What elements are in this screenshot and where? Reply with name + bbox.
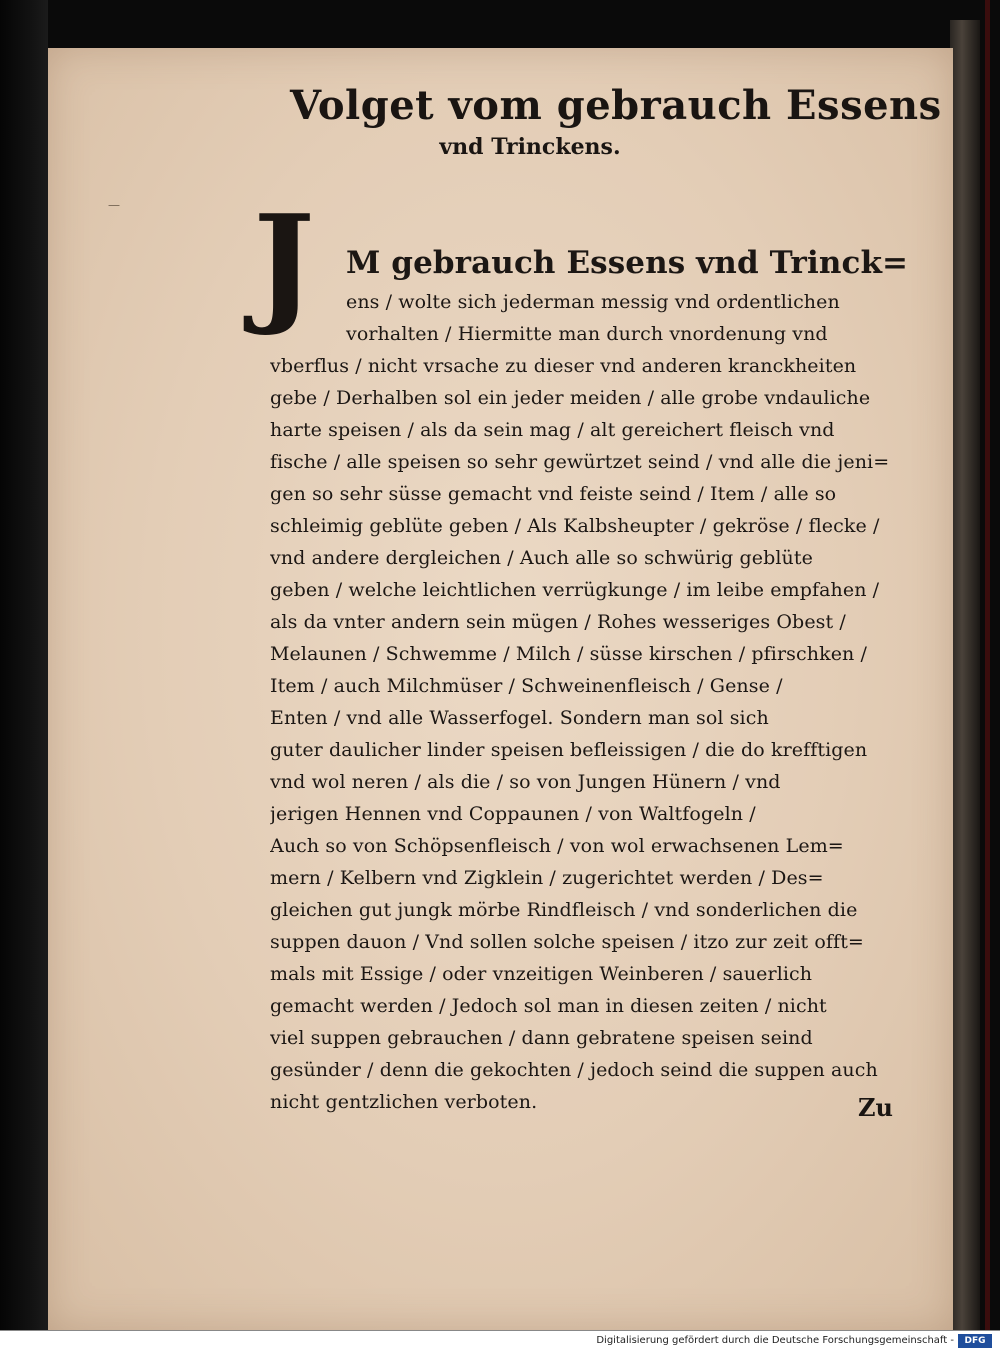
text-line: jerigen Hennen vnd Coppaunen / von Waltfogeln /	[270, 803, 756, 825]
footer-bar	[0, 1330, 1000, 1351]
text-line: Item / auch Milchmüser / Schweinenfleisch / Gense /	[270, 675, 783, 697]
dfg-logo[interactable]: DFG	[958, 1334, 992, 1348]
drop-capital: J	[253, 186, 315, 339]
heading-title: Volget vom gebrauch Essens	[290, 82, 942, 129]
text-line: mern / Kelbern vnd Zigklein / zugerichtet werden / Des=	[270, 867, 824, 889]
text-line: gleichen gut jungk mörbe Rindfleisch / vnd sonderlichen die	[270, 899, 858, 921]
text-line: Enten / vnd alle Wasserfogel. Sondern man sol sich	[270, 707, 769, 729]
book-spine	[950, 20, 980, 1330]
scan-left-edge	[0, 0, 48, 1330]
text-line: nicht gentzlichen verboten.	[270, 1091, 538, 1113]
text-line: schleimig geblüte geben / Als Kalbsheupter / gekröse / flecke /	[270, 515, 880, 537]
text-line: ens / wolte sich jederman messig vnd ordentlichen	[346, 291, 840, 313]
text-line: vorhalten / Hiermitte man durch vnordenung vnd	[346, 323, 828, 345]
text-line: guter daulicher linder speisen befleissigen / die do krefftigen	[270, 739, 868, 761]
text-line: harte speisen / als da sein mag / alt gereichert fleisch vnd	[270, 419, 835, 441]
footer-credit: Digitalisierung gefördert durch die Deutsche Forschungsgemeinschaft -	[596, 1335, 954, 1346]
text-line: mals mit Essige / oder vnzeitigen Weinberen / sauerlich	[270, 963, 813, 985]
text-line: suppen dauon / Vnd sollen solche speisen / itzo zur zeit offt=	[270, 931, 864, 953]
body-text	[270, 240, 910, 1118]
text-line: vnd andere dergleichen / Auch alle so schwürig geblüte	[270, 547, 813, 569]
text-line: geben / welche leichtlichen verrügkunge / im leibe empfahen /	[270, 579, 880, 601]
text-line: als da vnter andern sein mügen / Rohes wesseriges Obest /	[270, 611, 846, 633]
spine-edge	[985, 0, 990, 1330]
text-line: Melaunen / Schwemme / Milch / süsse kirschen / pfirschken /	[270, 643, 868, 665]
text-line: vnd wol neren / als die / so von Jungen Hünern / vnd	[270, 771, 781, 793]
text-line: gemacht werden / Jedoch sol man in diesen zeiten / nicht	[270, 995, 827, 1017]
text-line: Auch so von Schöpsenfleisch / von wol erwachsenen Lem=	[270, 835, 844, 857]
text-line: M gebrauch Essens vnd Trinck=	[346, 245, 909, 281]
page-heading	[290, 80, 942, 162]
text-line: gesünder / denn die gekochten / jedoch seind die suppen auch	[270, 1059, 878, 1081]
catchword: Zu	[858, 1093, 893, 1122]
text-line: fische / alle speisen so sehr gewürtzet seind / vnd alle die jeni=	[270, 451, 890, 473]
text-line: vberflus / nicht vrsache zu dieser vnd anderen kranckheiten	[270, 355, 857, 377]
text-line: gen so sehr süsse gemacht vnd feiste seind / Item / alle so	[270, 483, 837, 505]
heading-subtitle: vnd Trinckens.	[439, 134, 621, 160]
text-line: gebe / Derhalben sol ein jeder meiden / alle grobe vndauliche	[270, 387, 871, 409]
margin-mark: —	[108, 198, 120, 212]
text-line: viel suppen gebrauchen / dann gebratene speisen seind	[270, 1027, 813, 1049]
